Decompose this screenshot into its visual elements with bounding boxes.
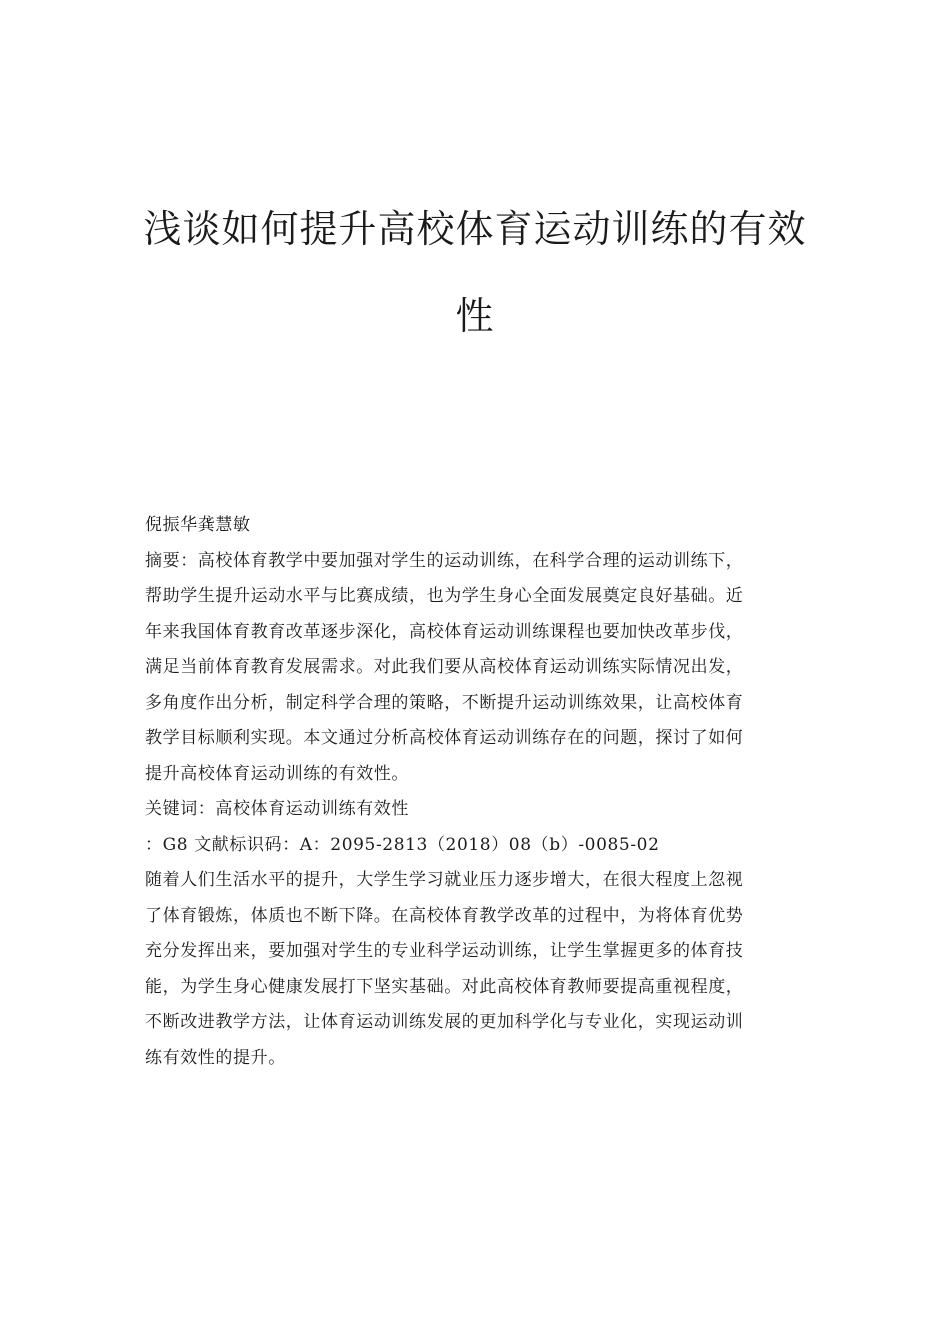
classification-line [145, 828, 805, 864]
intro-line-text: 不断改进教学方法，让体育运动训练发展的更加科学化与专业化，实现运动训 [145, 1012, 744, 1032]
intro-line-text: 能，为学生身心健康发展打下坚实基础。对此高校体育教师要提高重视程度， [145, 976, 744, 997]
abstract-line-text: 摘要：高校体育教学中要加强对学生的运动训练，在科学合理的运动训练下， [145, 550, 744, 571]
abstract-line [145, 757, 805, 793]
intro-line-text: 充分发挥出来，要加强对学生的专业科学运动训练，让学生掌握更多的体育技 [145, 941, 744, 961]
abstract-line-text: 提升高校体育运动训练的有效性。 [145, 763, 409, 784]
authors [145, 508, 805, 544]
keywords [145, 792, 805, 828]
intro-paragraph [145, 863, 805, 1076]
abstract-line-text: 年来我国体育教育改革逐步深化，高校体育运动训练课程也要加快改革步伐， [145, 621, 744, 642]
paper-title-line-1: 浅谈如何提升高校体育运动训练的有效 [143, 207, 807, 251]
abstract-line [145, 544, 805, 580]
keywords-text: 关键词：高校体育运动训练有效性 [145, 799, 409, 819]
intro-line [145, 1041, 805, 1077]
paper-title-line-2: 性 [455, 294, 495, 338]
abstract-line [145, 650, 805, 686]
authors-text: 倪振华龚慧敏 [145, 515, 251, 535]
intro-line [145, 1005, 805, 1041]
abstract-line-text: 教学目标顺利实现。本文通过分析高校体育运动训练存在的问题，探讨了如何 [145, 728, 744, 748]
intro-line-text: 随着人们生活水平的提升，大学生学习就业压力逐步增大，在很大程度上忽视 [145, 870, 744, 890]
abstract-line [145, 721, 805, 757]
abstract-line [145, 615, 805, 651]
intro-line [145, 934, 805, 970]
abstract-line [145, 686, 805, 722]
intro-line [145, 970, 805, 1006]
paper-body [145, 508, 805, 1076]
abstract-line-text: 帮助学生提升运动水平与比赛成绩，也为学生身心全面发展奠定良好基础。近 [145, 586, 744, 606]
intro-line-text: 了体育锻炼，体质也不断下降。在高校体育教学改革的过程中，为将体育优势 [145, 905, 744, 926]
intro-line-text: 练有效性的提升。 [145, 1047, 286, 1068]
classification-text: ：G8 文献标识码：A：2095-2813（2018）08（b）-0085-02 [145, 834, 660, 855]
abstract-line-text: 满足当前体育教育发展需求。对此我们要从高校体育运动训练实际情况出发， [145, 657, 744, 677]
intro-line [145, 899, 805, 935]
abstract-line-text: 多角度作出分析，制定科学合理的策略，不断提升运动训练效果，让高校体育 [145, 692, 744, 713]
abstract [145, 544, 805, 793]
abstract-line [145, 579, 805, 615]
intro-line [145, 863, 805, 899]
